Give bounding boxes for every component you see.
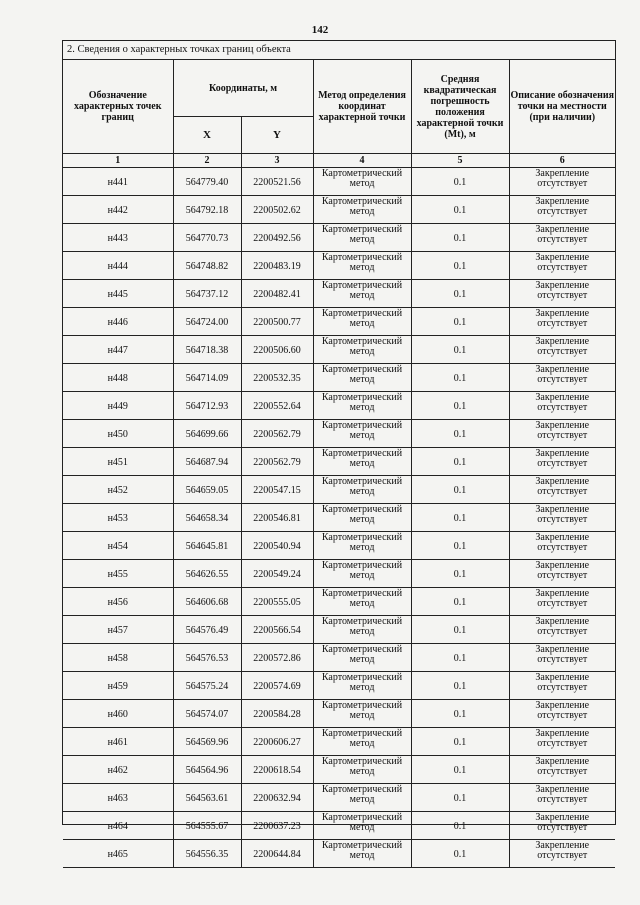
method-cell: Картометрический метод [313,644,411,672]
coord-x-cell: 564575.24 [173,672,241,700]
description-cell: Закрепление отсутствует [509,616,615,644]
error-cell: 0.1 [411,392,509,420]
method-cell: Картометрический метод [313,560,411,588]
error-cell: 0.1 [411,252,509,280]
error-cell: 0.1 [411,728,509,756]
method-cell: Картометрический метод [313,700,411,728]
description-cell: Закрепление отсутствует [509,560,615,588]
error-cell: 0.1 [411,756,509,784]
method-cell: Картометрический метод [313,756,411,784]
method-cell: Картометрический метод [313,616,411,644]
error-cell: 0.1 [411,196,509,224]
point-id-cell: н458 [63,644,173,672]
column-number: 4 [313,154,411,168]
method-cell: Картометрический метод [313,420,411,448]
table-row [63,784,615,812]
point-id-cell: н456 [63,588,173,616]
method-cell: Картометрический метод [313,672,411,700]
method-cell: Картометрический метод [313,308,411,336]
table-row [63,476,615,504]
coord-y-cell: 2200482.41 [241,280,313,308]
error-cell: 0.1 [411,812,509,840]
coord-x-cell: 564714.09 [173,364,241,392]
coord-y-cell: 2200532.35 [241,364,313,392]
error-cell: 0.1 [411,280,509,308]
error-cell: 0.1 [411,644,509,672]
header-designation: Обозначение характерных точек границ [63,60,173,154]
point-id-cell: н465 [63,840,173,868]
description-cell: Закрепление отсутствует [509,672,615,700]
document-frame [62,40,616,861]
coord-y-cell: 2200521.56 [241,168,313,196]
description-cell: Закрепление отсутствует [509,840,615,868]
point-id-cell: н463 [63,784,173,812]
description-cell: Закрепление отсутствует [509,784,615,812]
error-cell: 0.1 [411,784,509,812]
error-cell: 0.1 [411,560,509,588]
description-cell: Закрепление отсутствует [509,448,615,476]
coord-x-cell: 564699.66 [173,420,241,448]
error-cell: 0.1 [411,504,509,532]
description-cell: Закрепление отсутствует [509,364,615,392]
error-cell: 0.1 [411,840,509,868]
column-number: 1 [63,154,173,168]
coord-y-cell: 2200552.64 [241,392,313,420]
description-cell: Закрепление отсутствует [509,728,615,756]
table-row [63,672,615,700]
description-cell: Закрепление отсутствует [509,476,615,504]
point-id-cell: н451 [63,448,173,476]
table-row [63,616,615,644]
error-cell: 0.1 [411,700,509,728]
table-row [63,168,615,196]
boundary-points-table [63,60,615,868]
table-row [63,392,615,420]
table-row [63,448,615,476]
header-y: Y [241,117,313,154]
coord-y-cell: 2200618.54 [241,756,313,784]
header-description: Описание обозначения точки на местности (при наличии) [509,60,615,154]
point-id-cell: н441 [63,168,173,196]
description-cell: Закрепление отсутствует [509,280,615,308]
description-cell: Закрепление отсутствует [509,756,615,784]
method-cell: Картометрический метод [313,224,411,252]
table-row [63,336,615,364]
error-cell: 0.1 [411,672,509,700]
coord-y-cell: 2200506.60 [241,336,313,364]
coord-y-cell: 2200492.56 [241,224,313,252]
point-id-cell: н461 [63,728,173,756]
coord-x-cell: 564574.07 [173,700,241,728]
method-cell: Картометрический метод [313,784,411,812]
method-cell: Картометрический метод [313,448,411,476]
description-cell: Закрепление отсутствует [509,336,615,364]
error-cell: 0.1 [411,364,509,392]
coord-x-cell: 564563.61 [173,784,241,812]
column-number: 6 [509,154,615,168]
description-cell: Закрепление отсутствует [509,420,615,448]
point-id-cell: н446 [63,308,173,336]
coord-x-cell: 564718.38 [173,336,241,364]
coord-y-cell: 2200574.69 [241,672,313,700]
coord-x-cell: 564555.67 [173,812,241,840]
column-number: 3 [241,154,313,168]
table-row [63,252,615,280]
description-cell: Закрепление отсутствует [509,532,615,560]
coord-y-cell: 2200566.54 [241,616,313,644]
coord-x-cell: 564712.93 [173,392,241,420]
coord-y-cell: 2200555.05 [241,588,313,616]
point-id-cell: н450 [63,420,173,448]
coord-y-cell: 2200632.94 [241,784,313,812]
method-cell: Картометрический метод [313,476,411,504]
column-number: 2 [173,154,241,168]
error-cell: 0.1 [411,336,509,364]
coord-y-cell: 2200644.84 [241,840,313,868]
method-cell: Картометрический метод [313,812,411,840]
description-cell: Закрепление отсутствует [509,812,615,840]
point-id-cell: н444 [63,252,173,280]
coord-x-cell: 564645.81 [173,532,241,560]
error-cell: 0.1 [411,420,509,448]
coord-x-cell: 564576.53 [173,644,241,672]
point-id-cell: н445 [63,280,173,308]
coord-y-cell: 2200562.79 [241,448,313,476]
error-cell: 0.1 [411,224,509,252]
header-error: Средняя квадратическая погрешность положения характерной точки (Mt), м [411,60,509,154]
table-row [63,560,615,588]
method-cell: Картометрический метод [313,280,411,308]
error-cell: 0.1 [411,448,509,476]
description-cell: Закрепление отсутствует [509,196,615,224]
column-numbers-row [63,154,615,168]
coord-x-cell: 564659.05 [173,476,241,504]
coord-y-cell: 2200549.24 [241,560,313,588]
error-cell: 0.1 [411,476,509,504]
coord-y-cell: 2200546.81 [241,504,313,532]
description-cell: Закрепление отсутствует [509,588,615,616]
description-cell: Закрепление отсутствует [509,224,615,252]
table-row [63,532,615,560]
method-cell: Картометрический метод [313,532,411,560]
error-cell: 0.1 [411,308,509,336]
method-cell: Картометрический метод [313,392,411,420]
header-method: Метод определения координат характерной точки [313,60,411,154]
column-number: 5 [411,154,509,168]
point-id-cell: н448 [63,364,173,392]
method-cell: Картометрический метод [313,504,411,532]
coord-y-cell: 2200483.19 [241,252,313,280]
coord-x-cell: 564626.55 [173,560,241,588]
description-cell: Закрепление отсутствует [509,308,615,336]
method-cell: Картометрический метод [313,728,411,756]
point-id-cell: н454 [63,532,173,560]
point-id-cell: н460 [63,700,173,728]
table-row [63,420,615,448]
table-row [63,840,615,868]
method-cell: Картометрический метод [313,336,411,364]
description-cell: Закрепление отсутствует [509,392,615,420]
table-header [63,60,615,168]
coord-x-cell: 564724.00 [173,308,241,336]
point-id-cell: н449 [63,392,173,420]
table-row [63,364,615,392]
point-id-cell: н462 [63,756,173,784]
coord-y-cell: 2200500.77 [241,308,313,336]
point-id-cell: н447 [63,336,173,364]
point-id-cell: н459 [63,672,173,700]
coord-x-cell: 564748.82 [173,252,241,280]
table-row [63,700,615,728]
point-id-cell: н464 [63,812,173,840]
point-id-cell: н443 [63,224,173,252]
description-cell: Закрепление отсутствует [509,504,615,532]
table-row [63,504,615,532]
description-cell: Закрепление отсутствует [509,700,615,728]
coord-x-cell: 564687.94 [173,448,241,476]
coord-y-cell: 2200547.15 [241,476,313,504]
table-row [63,308,615,336]
point-id-cell: н457 [63,616,173,644]
table-row [63,756,615,784]
table-row [63,728,615,756]
table-row [63,196,615,224]
method-cell: Картометрический метод [313,840,411,868]
coord-x-cell: 564556.35 [173,840,241,868]
header-coordinates: Координаты, м [173,60,313,117]
point-id-cell: н452 [63,476,173,504]
coord-y-cell: 2200572.86 [241,644,313,672]
coord-y-cell: 2200637.23 [241,812,313,840]
point-id-cell: н455 [63,560,173,588]
point-id-cell: н453 [63,504,173,532]
method-cell: Картометрический метод [313,196,411,224]
table-row [63,812,615,840]
error-cell: 0.1 [411,616,509,644]
description-cell: Закрепление отсутствует [509,644,615,672]
coord-x-cell: 564569.96 [173,728,241,756]
method-cell: Картометрический метод [313,588,411,616]
error-cell: 0.1 [411,588,509,616]
description-cell: Закрепление отсутствует [509,168,615,196]
coord-x-cell: 564779.40 [173,168,241,196]
coord-x-cell: 564576.49 [173,616,241,644]
table-row [63,644,615,672]
coord-x-cell: 564606.68 [173,588,241,616]
page-number: 142 [311,24,329,36]
table-body [63,168,615,868]
coord-y-cell: 2200562.79 [241,420,313,448]
table-row [63,280,615,308]
coord-y-cell: 2200540.94 [241,532,313,560]
header-x: X [173,117,241,154]
coord-y-cell: 2200502.62 [241,196,313,224]
description-cell: Закрепление отсутствует [509,252,615,280]
coord-y-cell: 2200606.27 [241,728,313,756]
table-row [63,588,615,616]
coord-x-cell: 564737.12 [173,280,241,308]
section-title: 2. Сведения о характерных точках границ объекта [63,41,615,60]
coord-x-cell: 564564.96 [173,756,241,784]
coord-y-cell: 2200584.28 [241,700,313,728]
point-id-cell: н442 [63,196,173,224]
method-cell: Картометрический метод [313,364,411,392]
error-cell: 0.1 [411,532,509,560]
method-cell: Картометрический метод [313,252,411,280]
table-row [63,224,615,252]
coord-x-cell: 564658.34 [173,504,241,532]
coord-x-cell: 564770.73 [173,224,241,252]
error-cell: 0.1 [411,168,509,196]
coord-x-cell: 564792.18 [173,196,241,224]
method-cell: Картометрический метод [313,168,411,196]
